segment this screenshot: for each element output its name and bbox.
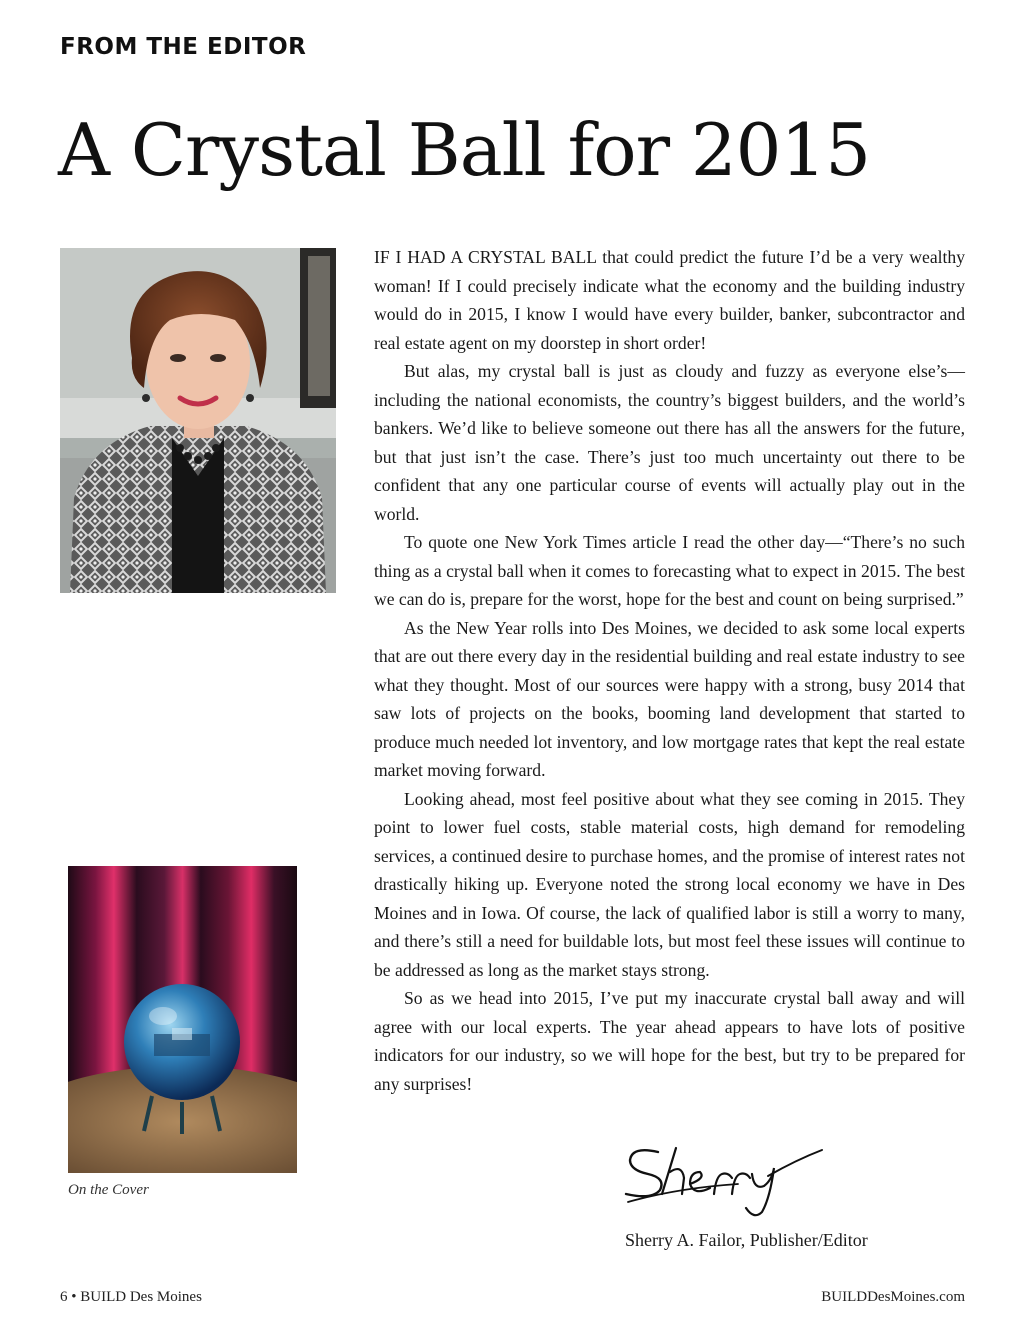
article-paragraph: Looking ahead, most feel positive about what they see coming in 2015. They point to lower fuel costs, stable material costs, high demand for remodeling services, a continued desire to purchase homes, and the promise of interest rates not drastically hiking up. Everyone noted the strong local economy we have in Des Moines and in Iowa. Of course, the lack of qualified labor is still a worry to many, and there’s still a need for buildable lots, but most feel these issues will continue to be addressed as long as the market stays strong.	[374, 788, 965, 980]
article-paragraph: IF I HAD A CRYSTAL BALL that could predict the future I’d be a very wealthy woman! If I could precisely indicate what the economy and the building industry would do in 2015, I know I would have every builder, banker, subcontractor and real estate agent on my doorstep in short order!	[374, 247, 965, 353]
article-paragraph: So as we head into 2015, I’ve put my inaccurate crystal ball away and will agree with our local experts. The year ahead appears to have lots of positive indicators for our industry, so we will hope for the best, but try to be prepared for any surprises!	[374, 988, 965, 1094]
lead-in: IF I HAD A CRYSTAL BALL	[374, 247, 597, 267]
article-paragraph: As the New Year rolls into Des Moines, we decided to ask some local experts that are out there every day in the residential building and real estate industry to see what they thought. Most of our sources were happy with a strong, busy 2014 that saw lots of projects on the books, booming land development that started to produce much needed lot inventory, and low mortgage rates that kept the real estate market moving forward.	[374, 617, 965, 780]
cover-crystal-ball-image	[68, 866, 297, 1173]
article-paragraph: To quote one New York Times article I read the other day—“There’s no such thing as a crystal ball when it comes to forecasting what to expect in 2015. The best we can do is, prepare for the worst, hope for the best and count on being surprised.”	[374, 532, 965, 609]
handwritten-signature	[618, 1138, 828, 1218]
page-title: A Crystal Ball for 2015	[58, 108, 871, 192]
section-label: FROM THE EDITOR	[60, 34, 307, 60]
article-paragraph: But alas, my crystal ball is just as cloudy and fuzzy as everyone else’s—including the national economists, the country’s biggest builders, and the world’s bankers. We’d like to believe someone out there has all the answers for the future, but that just isn’t the case. There’s just too much uncertainty out there to be confident that any one particular course of events will actually play out in the world.	[374, 361, 965, 524]
footer-page-info: 6 • BUILD Des Moines	[60, 1289, 202, 1305]
article-body	[374, 243, 965, 1098]
cover-caption: On the Cover	[68, 1182, 149, 1198]
editor-portrait-image	[60, 248, 336, 593]
footer-website: BUILDDesMoines.com	[821, 1289, 965, 1305]
byline: Sherry A. Failor, Publisher/Editor	[625, 1230, 868, 1250]
